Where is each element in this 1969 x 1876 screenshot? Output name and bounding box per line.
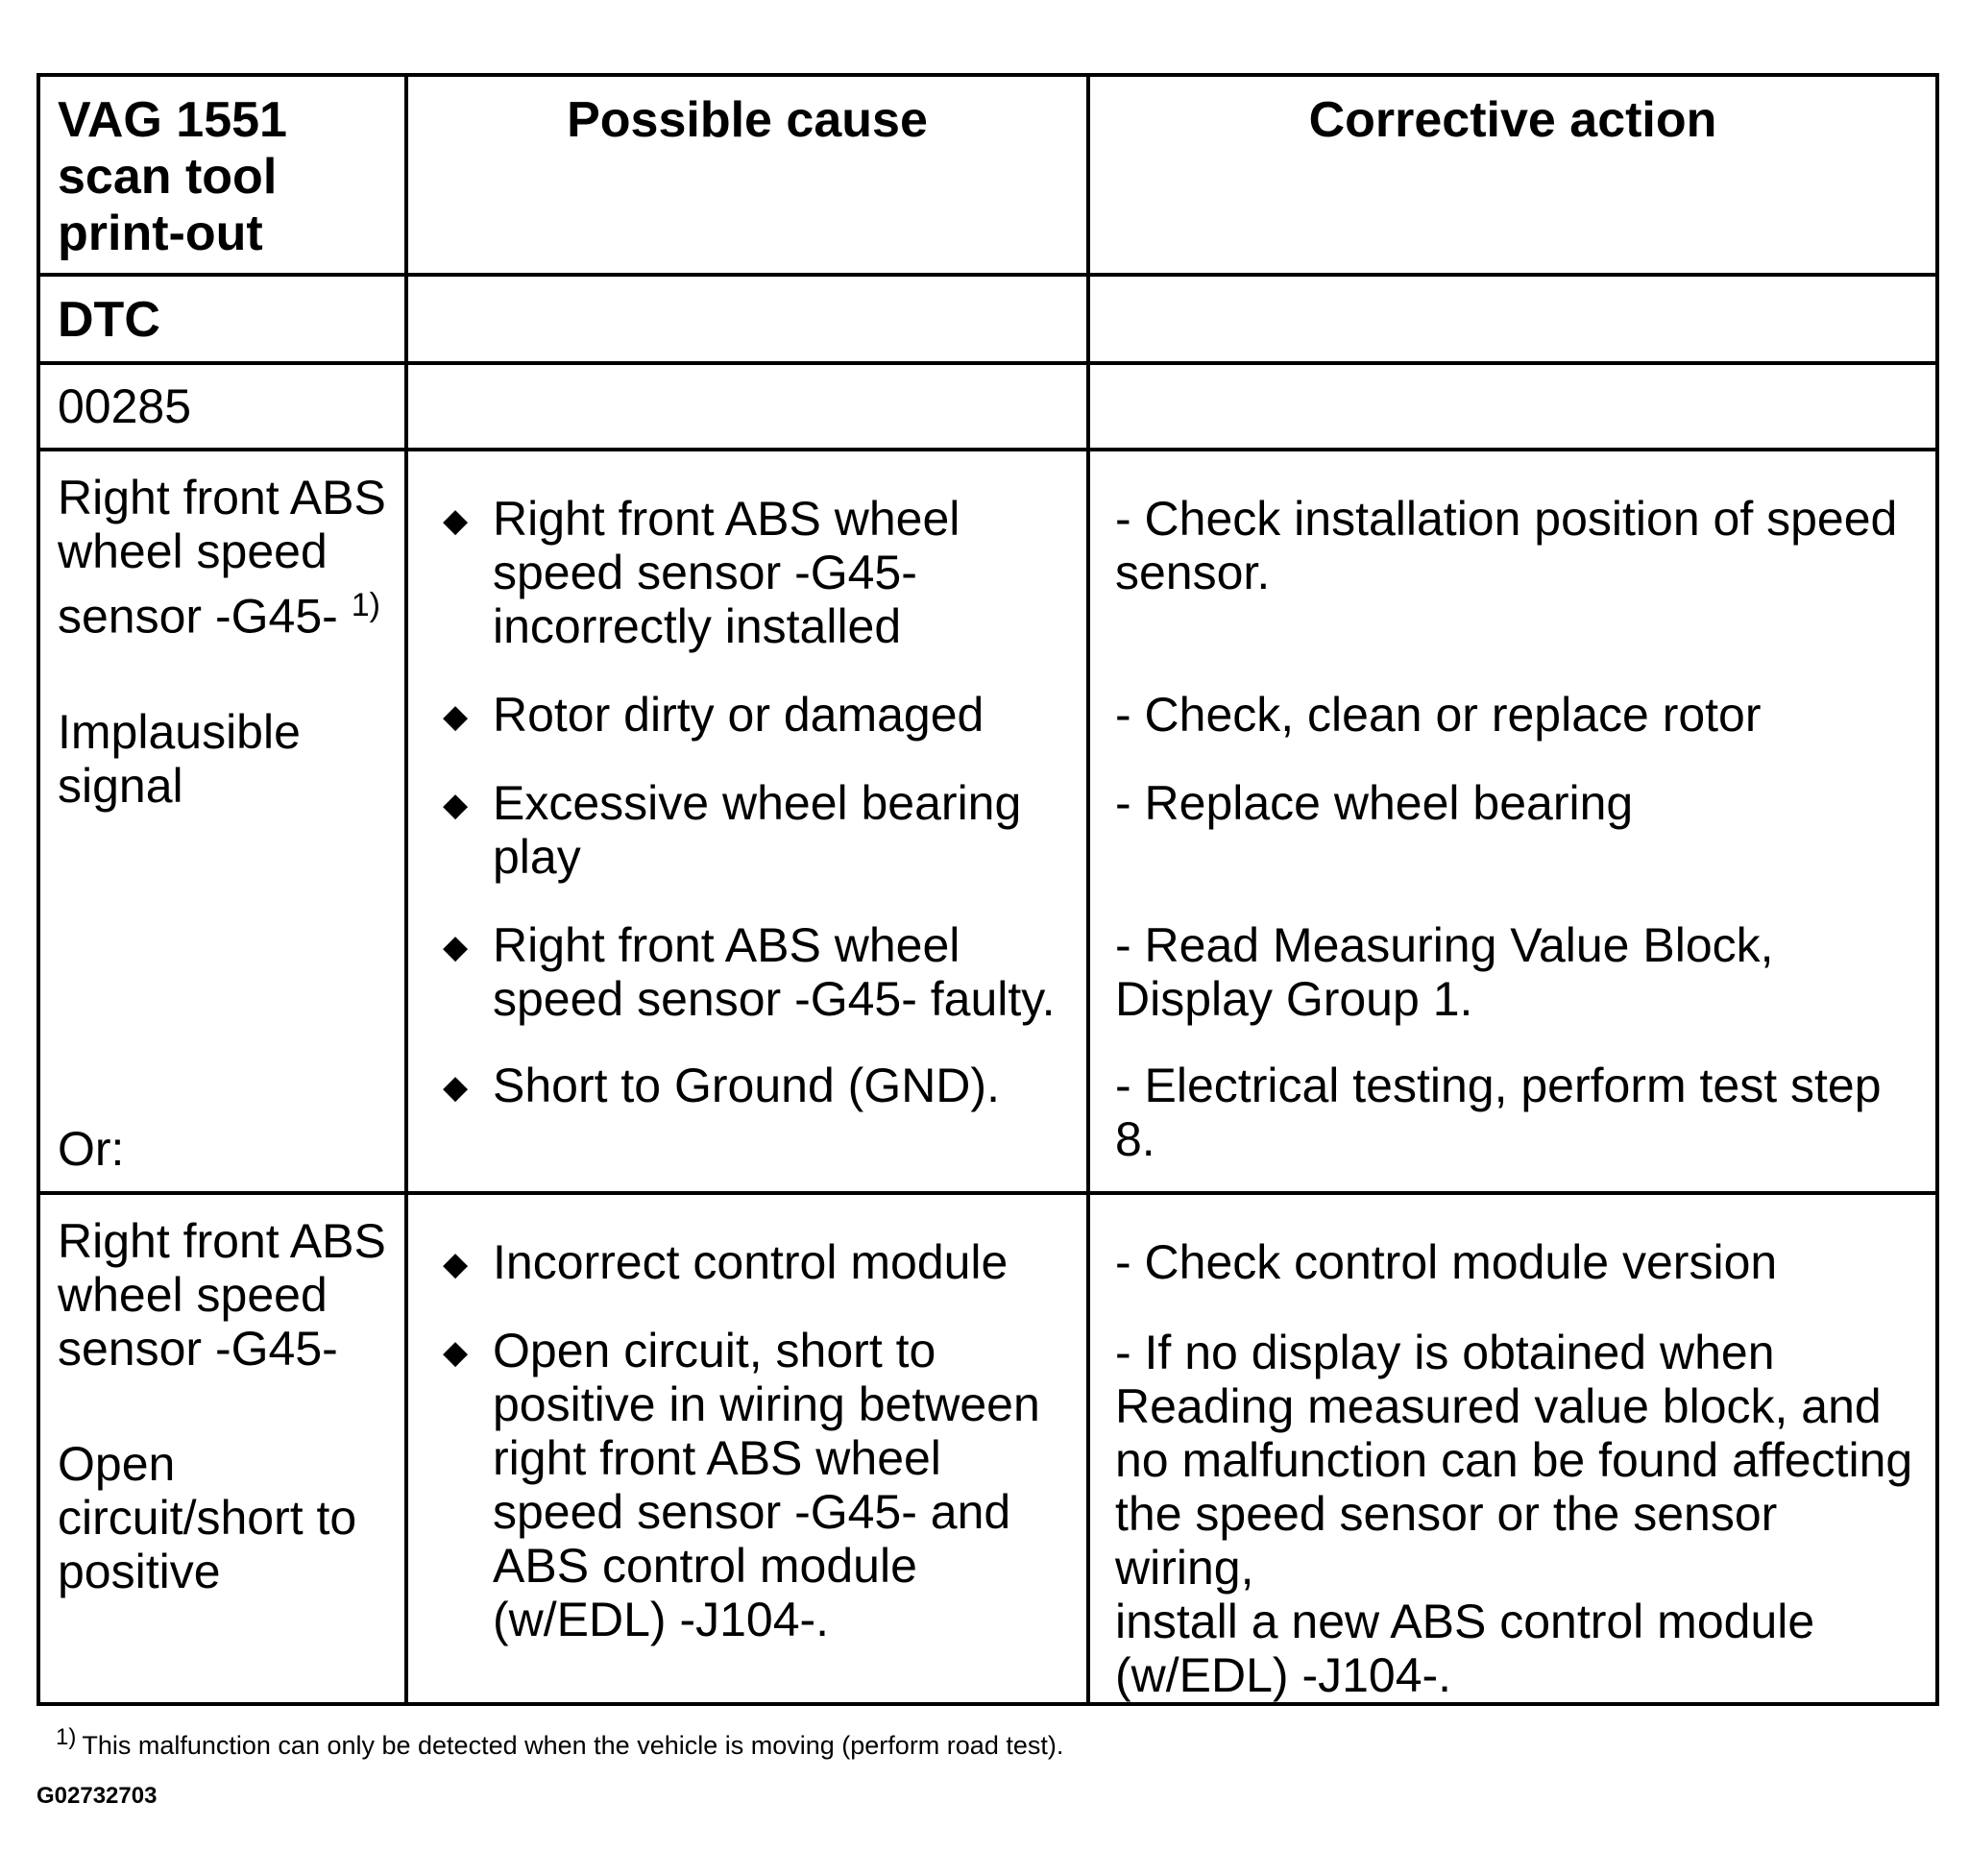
cause-text: right front ABS wheel [493, 1431, 941, 1485]
action-text: the speed sensor or the sensor wiring, [1115, 1487, 1778, 1595]
header-cell-corrective-action [1088, 75, 1937, 275]
cause-text: (w/EDL) -J104-. [493, 1593, 830, 1646]
action-item [1115, 1059, 1922, 1166]
cause-text: ABS control module [493, 1539, 917, 1593]
fault-condition-line3: positive [58, 1545, 221, 1598]
cause-item [408, 688, 1086, 776]
fault-row-implausible [38, 450, 1937, 1193]
possible-cause-cell [406, 1193, 1088, 1704]
footnote-marker: 1) [56, 1724, 77, 1750]
fault-condition-line1: Open [58, 1437, 176, 1491]
header-possible-cause: Possible cause [567, 92, 928, 148]
fault-description-cell [38, 450, 406, 1193]
header-corrective-action: Corrective action [1308, 92, 1717, 148]
action-text: - Replace wheel bearing [1115, 776, 1634, 830]
action-text: (w/EDL) -J104-. [1115, 1648, 1452, 1702]
fault-condition-line2: circuit/short to [58, 1491, 357, 1545]
action-item [1115, 1235, 1922, 1326]
header-scan-tool-line2: scan tool [58, 149, 278, 205]
cause-item [408, 1324, 1086, 1646]
fault-condition-line2: signal [58, 758, 183, 813]
action-text: Reading measured value block, and [1115, 1379, 1882, 1433]
footnote-marker: 1) [351, 587, 380, 623]
action-item [1115, 492, 1922, 688]
action-item [1115, 688, 1922, 776]
dtc-label-row [38, 275, 1937, 363]
action-item [1115, 1326, 1922, 1702]
bullet-icon: ◆ [443, 787, 469, 823]
action-item [1115, 918, 1922, 1059]
bullet-icon: ◆ [443, 502, 469, 539]
cause-text: Right front ABS wheel [493, 492, 960, 546]
bullet-icon: ◆ [443, 1334, 469, 1371]
bullet-icon: ◆ [443, 929, 469, 965]
cause-text: positive in wiring between [493, 1377, 1040, 1431]
cause-text: speed sensor -G45- and [493, 1485, 1011, 1539]
header-cell-possible-cause [406, 75, 1088, 275]
dtc-code: 00285 [58, 379, 192, 433]
action-text: install a new ABS control module [1115, 1595, 1815, 1648]
cause-text: Right front ABS wheel [493, 918, 960, 972]
fault-name-line3: sensor -G45- [58, 589, 338, 644]
footnote [56, 1724, 1063, 1761]
cause-text: play [493, 830, 581, 884]
cause-item [408, 918, 1086, 1059]
action-text: - Read Measuring Value Block, [1115, 918, 1774, 972]
action-item [1115, 776, 1922, 918]
header-cell-scan-tool [38, 75, 406, 275]
fault-condition-line1: Implausible [58, 704, 301, 759]
fault-name-line3: sensor -G45- [58, 1322, 338, 1376]
dtc-code-row [38, 363, 1937, 450]
empty-cell [1088, 275, 1937, 363]
cause-text: Short to Ground (GND). [493, 1059, 1000, 1112]
action-text: - Check control module version [1115, 1235, 1778, 1289]
header-scan-tool-line3: print-out [58, 206, 263, 261]
footnote-text: This malfunction can only be detected when the vehicle is moving (perform road test). [82, 1731, 1064, 1760]
cause-item [408, 492, 1086, 688]
action-text: no malfunction can be found affecting [1115, 1433, 1913, 1487]
bullet-icon: ◆ [443, 1246, 469, 1282]
action-text: - If no display is obtained when [1115, 1326, 1775, 1379]
header-scan-tool-line1: VAG 1551 [58, 92, 287, 148]
cause-item [408, 776, 1086, 918]
action-text: Display Group 1. [1115, 972, 1473, 1026]
cause-text: Incorrect control module [493, 1235, 1009, 1289]
fault-name-line1: Right front ABS [58, 1214, 386, 1268]
cause-text: Rotor dirty or damaged [493, 688, 984, 742]
cause-item [408, 1059, 1086, 1114]
action-text: - Electrical testing, perform test step 8. [1115, 1059, 1882, 1166]
figure-id: G02732703 [36, 1783, 158, 1809]
empty-cell [406, 275, 1088, 363]
cause-text: Open circuit, short to [493, 1324, 936, 1377]
cause-text: speed sensor -G45- faulty. [493, 972, 1056, 1026]
bullet-icon: ◆ [443, 1069, 469, 1106]
fault-row-open-circuit [38, 1193, 1937, 1704]
diagnostic-table [36, 73, 1939, 1706]
empty-cell [406, 363, 1088, 450]
action-text: - Check, clean or replace rotor [1115, 688, 1762, 742]
bullet-icon: ◆ [443, 698, 469, 735]
empty-cell [1088, 363, 1937, 450]
dtc-label: DTC [58, 292, 160, 348]
or-label: Or: [58, 1122, 125, 1176]
cause-text: speed sensor -G45- [493, 546, 917, 599]
possible-cause-cell [406, 450, 1088, 1193]
corrective-action-cell [1088, 450, 1937, 1193]
corrective-action-cell [1088, 1193, 1937, 1704]
fault-name-line2: wheel speed [58, 1268, 328, 1322]
action-text: - Check installation position of speed [1115, 492, 1898, 546]
fault-description-cell [38, 1193, 406, 1704]
fault-name-line2: wheel speed [58, 524, 328, 578]
cause-text: incorrectly installed [493, 599, 902, 653]
fault-name-line1: Right front ABS [58, 471, 386, 524]
action-text: sensor. [1115, 546, 1271, 599]
cause-item [408, 1235, 1086, 1324]
header-row [38, 75, 1937, 275]
cause-text: Excessive wheel bearing [493, 776, 1022, 830]
